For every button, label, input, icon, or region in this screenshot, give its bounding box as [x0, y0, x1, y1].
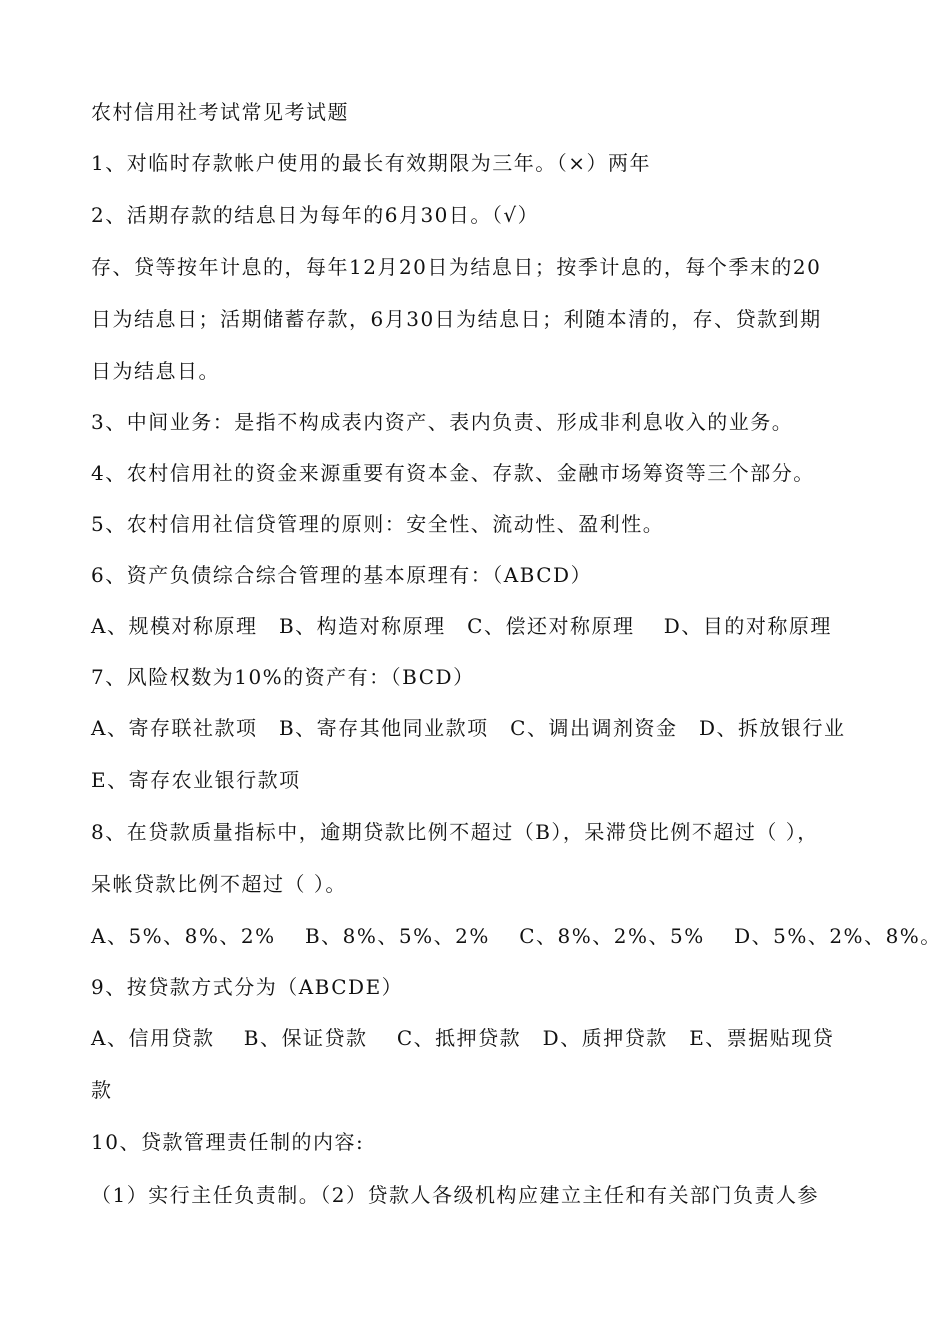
text-line: A、寄存联社款项 B、寄存其他同业款项 C、调出调剂资金 D、拆放银行业 — [91, 716, 846, 740]
text-line: 存、贷等按年计息的，每年12月20日为结息日；按季计息的，每个季末的20 — [91, 255, 822, 279]
text-line: A、信用贷款 B、保证贷款 C、抵押贷款 D、质押贷款 E、票据贴现贷 — [91, 1026, 835, 1050]
text-line: 日为结息日；活期储蓄存款，6月30日为结息日；利随本清的，存、贷款到期 — [91, 307, 822, 331]
text-line: 6、资产负债综合综合管理的基本原理有：（ABCD） — [91, 563, 593, 587]
text-line: 5、农村信用社信贷管理的原则：安全性、流动性、盈利性。 — [91, 512, 665, 536]
text-line: 9、按贷款方式分为（ABCDE） — [91, 975, 404, 999]
text-line: 2、活期存款的结息日为每年的6月30日。（√） — [91, 203, 540, 227]
document-title: 农村信用社考试常见考试题 — [91, 100, 349, 124]
text-line: 1、对临时存款帐户使用的最长有效期限为三年。（×）两年 — [91, 151, 651, 175]
text-line: A、规模对称原理 B、构造对称原理 C、偿还对称原理 D、目的对称原理 — [91, 614, 832, 638]
text-line: 7、风险权数为10%的资产有：（BCD） — [91, 665, 475, 689]
text-line: （1）实行主任负责制。（2）贷款人各级机构应建立主任和有关部门负责人参 — [91, 1183, 819, 1207]
text-line: A、5%、8%、2% B、8%、5%、2% C、8%、2%、5% D、5%、2%、8%。 — [91, 924, 942, 948]
text-line: 10、贷款管理责任制的内容: — [91, 1130, 365, 1154]
text-line: 日为结息日。 — [91, 359, 220, 383]
text-line: 8、在贷款质量指标中，逾期贷款比例不超过（B），呆滞贷比例不超过（ ）， — [91, 820, 819, 844]
text-line: E、寄存农业银行款项 — [91, 768, 301, 792]
text-line: 款 — [91, 1078, 113, 1102]
text-line: 4、农村信用社的资金来源重要有资本金、存款、金融市场筹资等三个部分。 — [91, 461, 815, 485]
text-line: 呆帐贷款比例不超过（ ）。 — [91, 872, 347, 896]
text-line: 3、中间业务：是指不构成表内资产、表内负责、形成非利息收入的业务。 — [91, 410, 794, 434]
